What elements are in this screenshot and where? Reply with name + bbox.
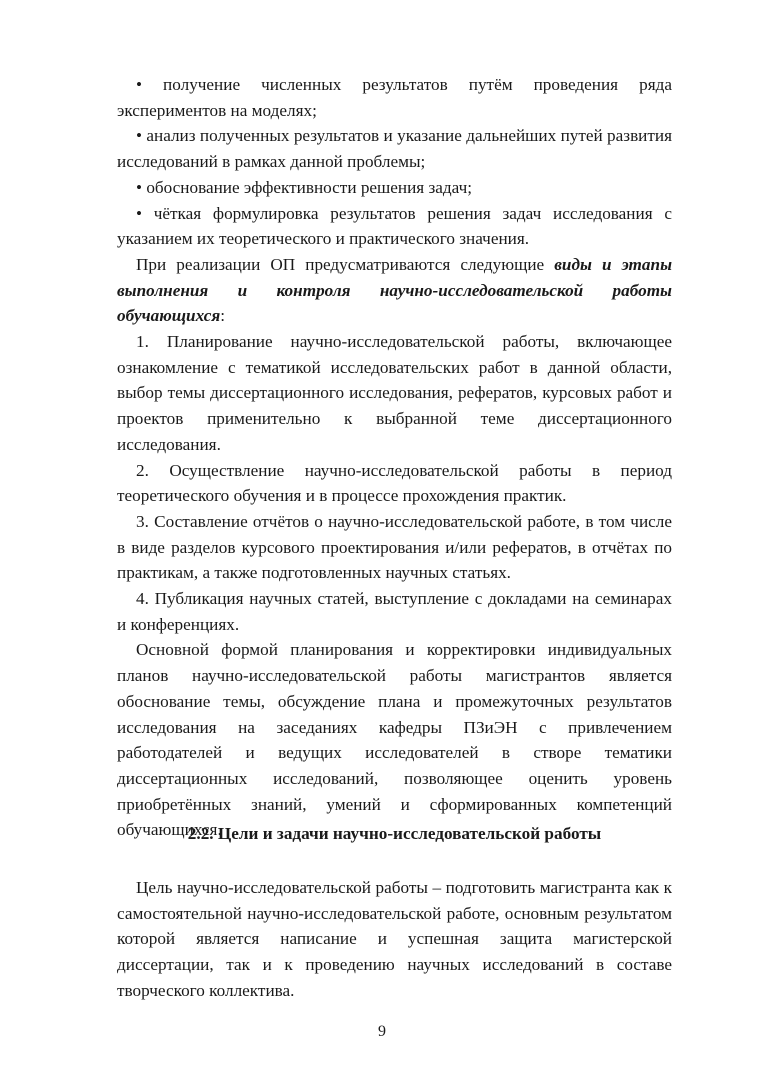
- stage-item: 4. Публикация научных статей, выступление с докладами на семинарах и конференциях.: [117, 589, 672, 634]
- body-text-bottom: [117, 875, 672, 1004]
- stage-item: 1. Планирование научно-исследовательской работы, включающее ознакомление с тематикой исследовательских работ в данной области, выбор темы диссертационного исследования, рефератов, курсовых работ и проектов применительно к выбранной теме диссертационного исследования.: [117, 332, 672, 454]
- body-text-top: [117, 72, 672, 843]
- stages-intro-paragraph: [117, 252, 672, 329]
- goal-paragraph: Цель научно-исследовательской работы – подготовить магистранта как к самостоятельной научно-исследовательской работе, основным результатом которой является написание и успешная защита магистерской диссертации, так и к проведению научных исследований в составе творческого коллектива.: [117, 878, 672, 1000]
- stages-intro-tail: :: [220, 306, 226, 326]
- page-number: 9: [378, 1023, 386, 1040]
- planning-paragraph: Основной формой планирования и корректировки индивидуальных планов научно-исследовательской работы магистрантов является обоснование темы, обсуждение плана и промежуточных результатов исследования на заседаниях кафедры ПЗиЭН с привлечением работодателей и ведущих исследователей в створе тематики диссертационных исследований, позволяющее оценить уровень приобретённых знаний, умений и сформированных компетенций обучающихся.: [117, 640, 672, 840]
- bullet-item: • получение численных результатов путём проведения ряда экспериментов на моделях;: [117, 75, 672, 120]
- stages-intro-lead: При реализации ОП предусматриваются следующие: [136, 254, 555, 274]
- bullet-item: • анализ полученных результатов и указание дальнейших путей развития исследований в рамках данной проблемы;: [117, 126, 672, 172]
- section-heading: 2.2. Цели и задачи научно-исследовательской работы: [187, 824, 602, 843]
- bullet-item: • обоснование эффективности решения задач;: [136, 177, 473, 197]
- stage-item: 2. Осуществление научно-исследовательской работы в период теоретического обучения и в процессе прохождения практик.: [117, 460, 672, 506]
- stage-item: 3. Составление отчётов о научно-исследовательской работе, в том числе в виде разделов курсового проектирования и/или рефератов, в отчётах по практикам, а также подготовленных научных статьях.: [117, 511, 672, 583]
- bullet-item: • чёткая формулировка результатов решения задач исследования с указанием их теоретического и практического значения.: [117, 203, 672, 249]
- stages-intro-emphasis: виды и этапы выполнения и контроля научно-исследовательской работы обучающихся: [117, 254, 672, 326]
